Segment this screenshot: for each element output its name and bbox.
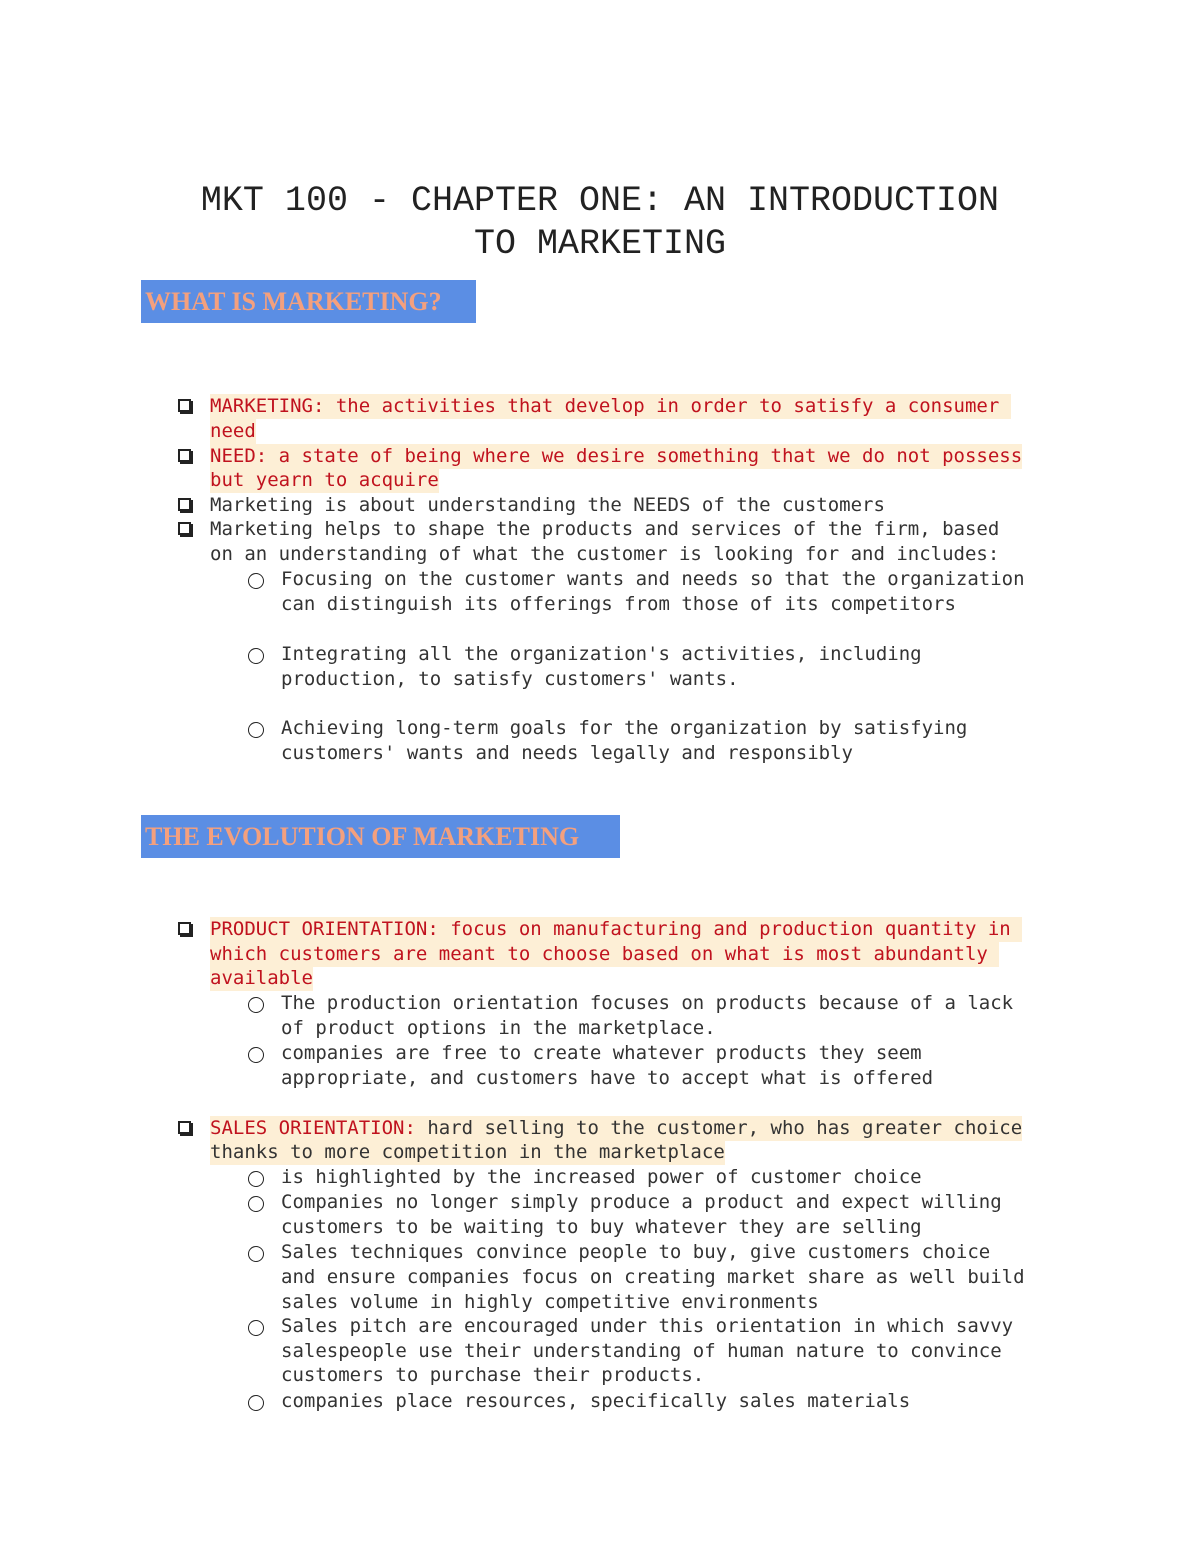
bullet-product-orientation-line2: which customers are meant to choose based on what is most abundantly <box>210 943 1000 965</box>
bullet-shapes-products-line1: Marketing helps to shape the products and services of the firm, based <box>210 518 1000 540</box>
checkbox-bullet-icon <box>178 498 191 511</box>
sub-bullet-focusing-line1: Focusing on the customer wants and needs so that the organization <box>281 568 1025 590</box>
circle-bullet-icon <box>248 1395 264 1411</box>
title-line-1: MKT 100 - CHAPTER ONE: AN INTRODUCTION <box>200 181 1000 221</box>
bullet-marketing-line1: MARKETING: the activities that develop in order to satisfy a consumer <box>210 395 1011 417</box>
bullet-product-orientation-line1: PRODUCT ORIENTATION: focus on manufacturing and production quantity in <box>210 918 1023 940</box>
section-heading-evolution-of-marketing: THE EVOLUTION OF MARKETING <box>141 815 620 858</box>
term-sales-orientation: SALES ORIENTATION: <box>210 1117 416 1139</box>
bullet-sales-orientation-line1: SALES ORIENTATION: hard selling to the customer, who has greater choice <box>210 1117 1023 1139</box>
bullet-need-line2: but yearn to acquire <box>210 469 439 491</box>
bullet-sales-orientation-line2: thanks to more competition in the marketplace <box>210 1141 725 1163</box>
bullet-marketing-line2: need <box>210 420 256 442</box>
term-need: NEED: <box>210 445 268 467</box>
sub-bullet-sales-techniques-line2: and ensure companies focus on creating market share as well build <box>281 1266 1025 1288</box>
term-marketing: MARKETING: <box>210 395 325 417</box>
sub-bullet-sales-pitch-line2: salespeople use their understanding of human nature to convince <box>281 1340 1002 1362</box>
circle-bullet-icon <box>248 1047 264 1063</box>
sub-bullet-free-to-create-line2: appropriate, and customers have to accept what is offered <box>281 1067 934 1089</box>
sub-bullet-sales-pitch-line3: customers to purchase their products. <box>281 1364 705 1386</box>
bullet-product-orientation-line3: available <box>210 967 313 989</box>
checkbox-bullet-icon <box>178 922 191 935</box>
circle-bullet-icon <box>248 1246 264 1262</box>
circle-bullet-icon <box>248 722 264 738</box>
sub-bullet-sales-techniques-line3: sales volume in highly competitive environments <box>281 1291 819 1313</box>
sub-bullet-production-focus-line1: The production orientation focuses on products because of a lack <box>281 992 1014 1014</box>
term-product-orientation: PRODUCT ORIENTATION: <box>210 918 439 940</box>
circle-bullet-icon <box>248 648 264 664</box>
sub-bullet-no-longer-line2: customers to be waiting to buy whatever they are selling <box>281 1216 922 1238</box>
sub-bullet-achieving-line2: customers' wants and needs legally and responsibly <box>281 742 853 764</box>
bullet-need-line1: NEED: a state of being where we desire something that we do not possess <box>210 445 1023 467</box>
bullet-shapes-products-line2: on an understanding of what the customer is looking for and includes: <box>210 543 1000 565</box>
sub-bullet-customer-choice: is highlighted by the increased power of customer choice <box>281 1166 922 1188</box>
title-line-2: TO MARKETING <box>473 224 727 264</box>
bullet-understanding-needs: Marketing is about understanding the NEEDS of the customers <box>210 494 885 516</box>
circle-bullet-icon <box>248 1196 264 1212</box>
sub-bullet-free-to-create-line1: companies are free to create whatever products they seem <box>281 1042 922 1064</box>
circle-bullet-icon <box>248 1320 264 1336</box>
checkbox-bullet-icon <box>178 522 191 535</box>
circle-bullet-icon <box>248 573 264 589</box>
sub-bullet-sales-pitch-line1: Sales pitch are encouraged under this orientation in which savvy <box>281 1315 1014 1337</box>
sub-bullet-focusing-line2: can distinguish its offerings from those of its competitors <box>281 593 956 615</box>
sub-bullet-place-resources: companies place resources, specifically sales materials <box>281 1390 911 1412</box>
sub-bullet-achieving-line1: Achieving long-term goals for the organization by satisfying <box>281 717 968 739</box>
checkbox-bullet-icon <box>178 399 191 412</box>
sub-bullet-no-longer-line1: Companies no longer simply produce a product and expect willing <box>281 1191 1002 1213</box>
checkbox-bullet-icon <box>178 449 191 462</box>
circle-bullet-icon <box>248 997 264 1013</box>
sub-bullet-production-focus-line2: of product options in the marketplace. <box>281 1017 716 1039</box>
sub-bullet-integrating-line2: production, to satisfy customers' wants. <box>281 668 739 690</box>
page-title <box>140 180 1060 266</box>
circle-bullet-icon <box>248 1171 264 1187</box>
checkbox-bullet-icon <box>178 1121 191 1134</box>
sub-bullet-integrating-line1: Integrating all the organization's activities, including <box>281 643 922 665</box>
section-heading-what-is-marketing: WHAT IS MARKETING? <box>141 280 476 323</box>
sub-bullet-sales-techniques-line1: Sales techniques convince people to buy, give customers choice <box>281 1241 991 1263</box>
